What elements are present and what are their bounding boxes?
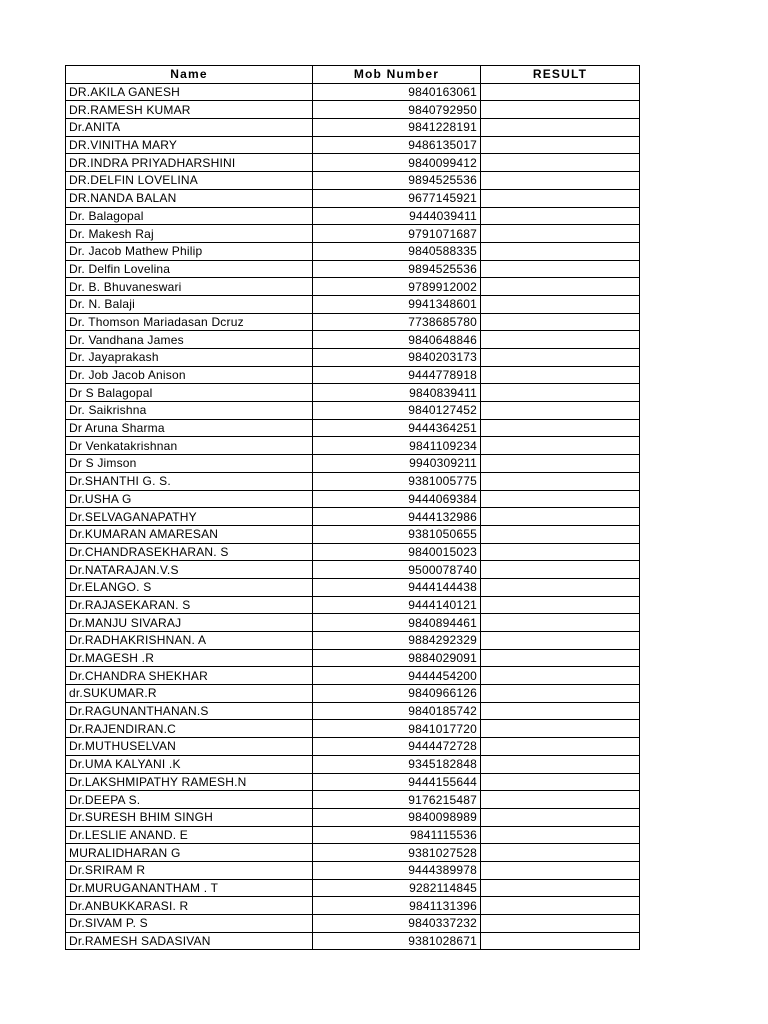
table-row xyxy=(66,136,640,154)
cell-result xyxy=(481,861,640,879)
cell-result xyxy=(481,844,640,862)
cell-mob-number: 9444472728 xyxy=(313,738,481,756)
cell-result xyxy=(481,808,640,826)
cell-mob-number: 9677145921 xyxy=(313,189,481,207)
cell-mob-number: 9840098989 xyxy=(313,808,481,826)
cell-mob-number: 7738685780 xyxy=(313,313,481,331)
cell-name: Dr.UMA KALYANI .K xyxy=(66,755,313,773)
header-result: RESULT xyxy=(481,66,640,84)
cell-name: Dr.LAKSHMIPATHY RAMESH.N xyxy=(66,773,313,791)
cell-result xyxy=(481,331,640,349)
table-row xyxy=(66,419,640,437)
cell-name: Dr.ELANGO. S xyxy=(66,578,313,596)
table-row xyxy=(66,861,640,879)
cell-result xyxy=(481,720,640,738)
table-row xyxy=(66,808,640,826)
cell-mob-number: 9789912002 xyxy=(313,278,481,296)
cell-name: Dr.SURESH BHIM SINGH xyxy=(66,808,313,826)
table-row xyxy=(66,844,640,862)
cell-result xyxy=(481,508,640,526)
cell-mob-number: 9840015023 xyxy=(313,543,481,561)
table-row xyxy=(66,685,640,703)
cell-mob-number: 9940309211 xyxy=(313,455,481,473)
cell-mob-number: 9791071687 xyxy=(313,225,481,243)
cell-result xyxy=(481,384,640,402)
table-row xyxy=(66,313,640,331)
cell-name: Dr.MUTHUSELVAN xyxy=(66,738,313,756)
cell-result xyxy=(481,490,640,508)
table-row xyxy=(66,278,640,296)
cell-result xyxy=(481,685,640,703)
cell-mob-number: 9840894461 xyxy=(313,614,481,632)
cell-result xyxy=(481,349,640,367)
cell-name: Dr.SIVAM P. S xyxy=(66,915,313,933)
cell-name: Dr.RAJENDIRAN.C xyxy=(66,720,313,738)
cell-name: Dr.DEEPA S. xyxy=(66,791,313,809)
cell-name: Dr. Delfin Lovelina xyxy=(66,260,313,278)
cell-name: Dr Aruna Sharma xyxy=(66,419,313,437)
cell-name: Dr. Saikrishna xyxy=(66,402,313,420)
cell-result xyxy=(481,295,640,313)
table-row xyxy=(66,83,640,101)
cell-name: Dr. Vandhana James xyxy=(66,331,313,349)
table-row xyxy=(66,101,640,119)
cell-result xyxy=(481,738,640,756)
cell-name: Dr. Job Jacob Anison xyxy=(66,366,313,384)
table-row xyxy=(66,915,640,933)
cell-result xyxy=(481,119,640,137)
cell-result xyxy=(481,472,640,490)
cell-result xyxy=(481,578,640,596)
cell-mob-number: 9841109234 xyxy=(313,437,481,455)
cell-mob-number: 9841115536 xyxy=(313,826,481,844)
cell-result xyxy=(481,189,640,207)
cell-mob-number: 9345182848 xyxy=(313,755,481,773)
cell-name: DR.DELFIN LOVELINA xyxy=(66,172,313,190)
cell-mob-number: 9840185742 xyxy=(313,702,481,720)
cell-mob-number: 9840648846 xyxy=(313,331,481,349)
table-row xyxy=(66,897,640,915)
cell-name: Dr. N. Balaji xyxy=(66,295,313,313)
cell-name: Dr.CHANDRASEKHARAN. S xyxy=(66,543,313,561)
cell-mob-number: 9444144438 xyxy=(313,578,481,596)
cell-name: Dr S Balagopal xyxy=(66,384,313,402)
cell-name: Dr.MANJU SIVARAJ xyxy=(66,614,313,632)
cell-mob-number: 9884292329 xyxy=(313,632,481,650)
table-row xyxy=(66,932,640,950)
cell-result xyxy=(481,225,640,243)
cell-mob-number: 9841131396 xyxy=(313,897,481,915)
cell-result xyxy=(481,455,640,473)
cell-mob-number: 9444140121 xyxy=(313,596,481,614)
cell-result xyxy=(481,402,640,420)
cell-name: Dr. Balagopal xyxy=(66,207,313,225)
cell-mob-number: 9840839411 xyxy=(313,384,481,402)
cell-mob-number: 9282114845 xyxy=(313,879,481,897)
table-row xyxy=(66,561,640,579)
cell-name: Dr S Jimson xyxy=(66,455,313,473)
cell-mob-number: 9500078740 xyxy=(313,561,481,579)
cell-mob-number: 9894525536 xyxy=(313,260,481,278)
cell-result xyxy=(481,207,640,225)
table-row xyxy=(66,543,640,561)
cell-name: Dr.ANBUKKARASI. R xyxy=(66,897,313,915)
table-row xyxy=(66,508,640,526)
cell-mob-number: 9444454200 xyxy=(313,667,481,685)
cell-result xyxy=(481,278,640,296)
table-row xyxy=(66,207,640,225)
cell-mob-number: 9840127452 xyxy=(313,402,481,420)
cell-result xyxy=(481,915,640,933)
cell-result xyxy=(481,313,640,331)
table-row xyxy=(66,632,640,650)
cell-result xyxy=(481,83,640,101)
cell-name: Dr.LESLIE ANAND. E xyxy=(66,826,313,844)
cell-result xyxy=(481,879,640,897)
cell-result xyxy=(481,826,640,844)
cell-name: Dr. Jayaprakash xyxy=(66,349,313,367)
table-row xyxy=(66,755,640,773)
cell-name: Dr.SHANTHI G. S. xyxy=(66,472,313,490)
cell-mob-number: 9884029091 xyxy=(313,649,481,667)
table-body xyxy=(66,83,640,950)
cell-result xyxy=(481,543,640,561)
cell-result xyxy=(481,561,640,579)
table-row xyxy=(66,437,640,455)
cell-mob-number: 9840966126 xyxy=(313,685,481,703)
cell-name: DR.NANDA BALAN xyxy=(66,189,313,207)
cell-name: Dr.MURUGANANTHAM . T xyxy=(66,879,313,897)
table-row xyxy=(66,119,640,137)
cell-result xyxy=(481,702,640,720)
cell-name: Dr.RAMESH SADASIVAN xyxy=(66,932,313,950)
cell-name: Dr. Makesh Raj xyxy=(66,225,313,243)
cell-name: DR.RAMESH KUMAR xyxy=(66,101,313,119)
cell-name: Dr.SRIRAM R xyxy=(66,861,313,879)
table-row xyxy=(66,331,640,349)
cell-result xyxy=(481,525,640,543)
table-header xyxy=(66,66,640,84)
table-row xyxy=(66,242,640,260)
cell-name: dr.SUKUMAR.R xyxy=(66,685,313,703)
header-mob-number: Mob Number xyxy=(313,66,481,84)
table-row xyxy=(66,614,640,632)
contacts-table xyxy=(65,65,640,950)
cell-mob-number: 9176215487 xyxy=(313,791,481,809)
table-row xyxy=(66,384,640,402)
cell-mob-number: 9841017720 xyxy=(313,720,481,738)
cell-name: Dr. B. Bhuvaneswari xyxy=(66,278,313,296)
cell-mob-number: 9840588335 xyxy=(313,242,481,260)
cell-result xyxy=(481,755,640,773)
cell-name: Dr.NATARAJAN.V.S xyxy=(66,561,313,579)
cell-mob-number: 9840203173 xyxy=(313,349,481,367)
cell-mob-number: 9840792950 xyxy=(313,101,481,119)
table-row xyxy=(66,826,640,844)
cell-result xyxy=(481,596,640,614)
table-row xyxy=(66,154,640,172)
table-row xyxy=(66,402,640,420)
cell-mob-number: 9840337232 xyxy=(313,915,481,933)
cell-result xyxy=(481,614,640,632)
cell-result xyxy=(481,437,640,455)
cell-name: Dr.RAJASEKARAN. S xyxy=(66,596,313,614)
cell-result xyxy=(481,242,640,260)
table-row xyxy=(66,366,640,384)
table-row xyxy=(66,490,640,508)
cell-mob-number: 9381027528 xyxy=(313,844,481,862)
cell-name: Dr. Thomson Mariadasan Dcruz xyxy=(66,313,313,331)
table-row xyxy=(66,738,640,756)
cell-name: Dr.ANITA xyxy=(66,119,313,137)
cell-mob-number: 9444364251 xyxy=(313,419,481,437)
cell-result xyxy=(481,932,640,950)
cell-name: Dr.SELVAGANAPATHY xyxy=(66,508,313,526)
header-row xyxy=(66,66,640,84)
table-row xyxy=(66,189,640,207)
table-row xyxy=(66,667,640,685)
cell-mob-number: 9381028671 xyxy=(313,932,481,950)
cell-mob-number: 9381005775 xyxy=(313,472,481,490)
cell-name: Dr. Jacob Mathew Philip xyxy=(66,242,313,260)
header-name: Name xyxy=(66,66,313,84)
table-row xyxy=(66,702,640,720)
cell-mob-number: 9381050655 xyxy=(313,525,481,543)
cell-result xyxy=(481,773,640,791)
table-row xyxy=(66,172,640,190)
cell-name: Dr.RADHAKRISHNAN. A xyxy=(66,632,313,650)
table-row xyxy=(66,295,640,313)
cell-name: DR.AKILA GANESH xyxy=(66,83,313,101)
cell-name: Dr.USHA G xyxy=(66,490,313,508)
table-row xyxy=(66,472,640,490)
cell-name: Dr Venkatakrishnan xyxy=(66,437,313,455)
cell-result xyxy=(481,791,640,809)
cell-mob-number: 9486135017 xyxy=(313,136,481,154)
cell-result xyxy=(481,172,640,190)
cell-result xyxy=(481,136,640,154)
cell-result xyxy=(481,649,640,667)
cell-mob-number: 9444039411 xyxy=(313,207,481,225)
table-row xyxy=(66,455,640,473)
cell-mob-number: 9894525536 xyxy=(313,172,481,190)
table-row xyxy=(66,349,640,367)
table-row xyxy=(66,791,640,809)
cell-result xyxy=(481,897,640,915)
table-row xyxy=(66,225,640,243)
cell-name: Dr.MAGESH .R xyxy=(66,649,313,667)
table-row xyxy=(66,720,640,738)
cell-name: Dr.KUMARAN AMARESAN xyxy=(66,525,313,543)
cell-mob-number: 9941348601 xyxy=(313,295,481,313)
cell-name: DR.VINITHA MARY xyxy=(66,136,313,154)
table-row xyxy=(66,525,640,543)
cell-mob-number: 9444069384 xyxy=(313,490,481,508)
cell-name: MURALIDHARAN G xyxy=(66,844,313,862)
table-row xyxy=(66,578,640,596)
cell-name: Dr.RAGUNANTHANAN.S xyxy=(66,702,313,720)
cell-result xyxy=(481,419,640,437)
cell-mob-number: 9840099412 xyxy=(313,154,481,172)
cell-result xyxy=(481,154,640,172)
cell-mob-number: 9444132986 xyxy=(313,508,481,526)
cell-mob-number: 9444389978 xyxy=(313,861,481,879)
cell-mob-number: 9841228191 xyxy=(313,119,481,137)
cell-result xyxy=(481,667,640,685)
cell-result xyxy=(481,366,640,384)
cell-result xyxy=(481,101,640,119)
table-row xyxy=(66,879,640,897)
cell-mob-number: 9444155644 xyxy=(313,773,481,791)
table-row xyxy=(66,649,640,667)
cell-result xyxy=(481,260,640,278)
cell-mob-number: 9840163061 xyxy=(313,83,481,101)
cell-mob-number: 9444778918 xyxy=(313,366,481,384)
cell-result xyxy=(481,632,640,650)
table-row xyxy=(66,773,640,791)
cell-name: DR.INDRA PRIYADHARSHINI xyxy=(66,154,313,172)
table-row xyxy=(66,596,640,614)
cell-name: Dr.CHANDRA SHEKHAR xyxy=(66,667,313,685)
table-row xyxy=(66,260,640,278)
